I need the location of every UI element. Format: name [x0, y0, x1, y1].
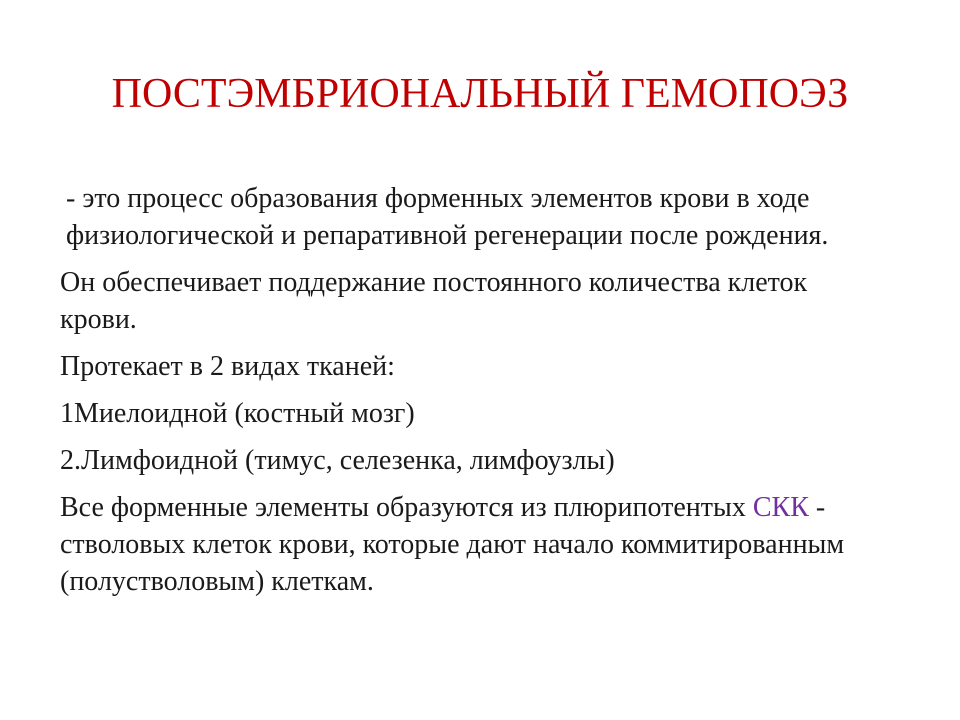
paragraph-definition: - это процесс образования форменных элементов крови в ходе физиологической и репаративной регенерации после рождения.	[66, 183, 829, 251]
paragraph-lymphoid: 2.Лимфоидной (тимус, селезенка, лимфоузлы)	[60, 445, 615, 476]
paragraph-tissues: Протекает в 2 видах тканей:	[60, 351, 395, 382]
paragraph-function: Он обеспечивает поддержание постоянного количества клеток крови.	[60, 267, 808, 335]
paragraph-myeloid: 1Миелоидной (костный мозг)	[60, 398, 415, 429]
slide-body	[60, 180, 880, 610]
stem-cells-rest: - стволовых клеток крови, которые дают начало коммитированным (полустволовым) клеткам.	[60, 492, 845, 597]
stem-cells-intro: Все форменные элементы образуются из плюрипотентых	[60, 492, 753, 523]
paragraph-stem-cells	[60, 489, 880, 600]
skk-term: СКК	[752, 492, 809, 523]
slide-title: ПОСТЭМБРИОНАЛЬНЫЙ ГЕМОПОЭЗ	[111, 71, 849, 117]
